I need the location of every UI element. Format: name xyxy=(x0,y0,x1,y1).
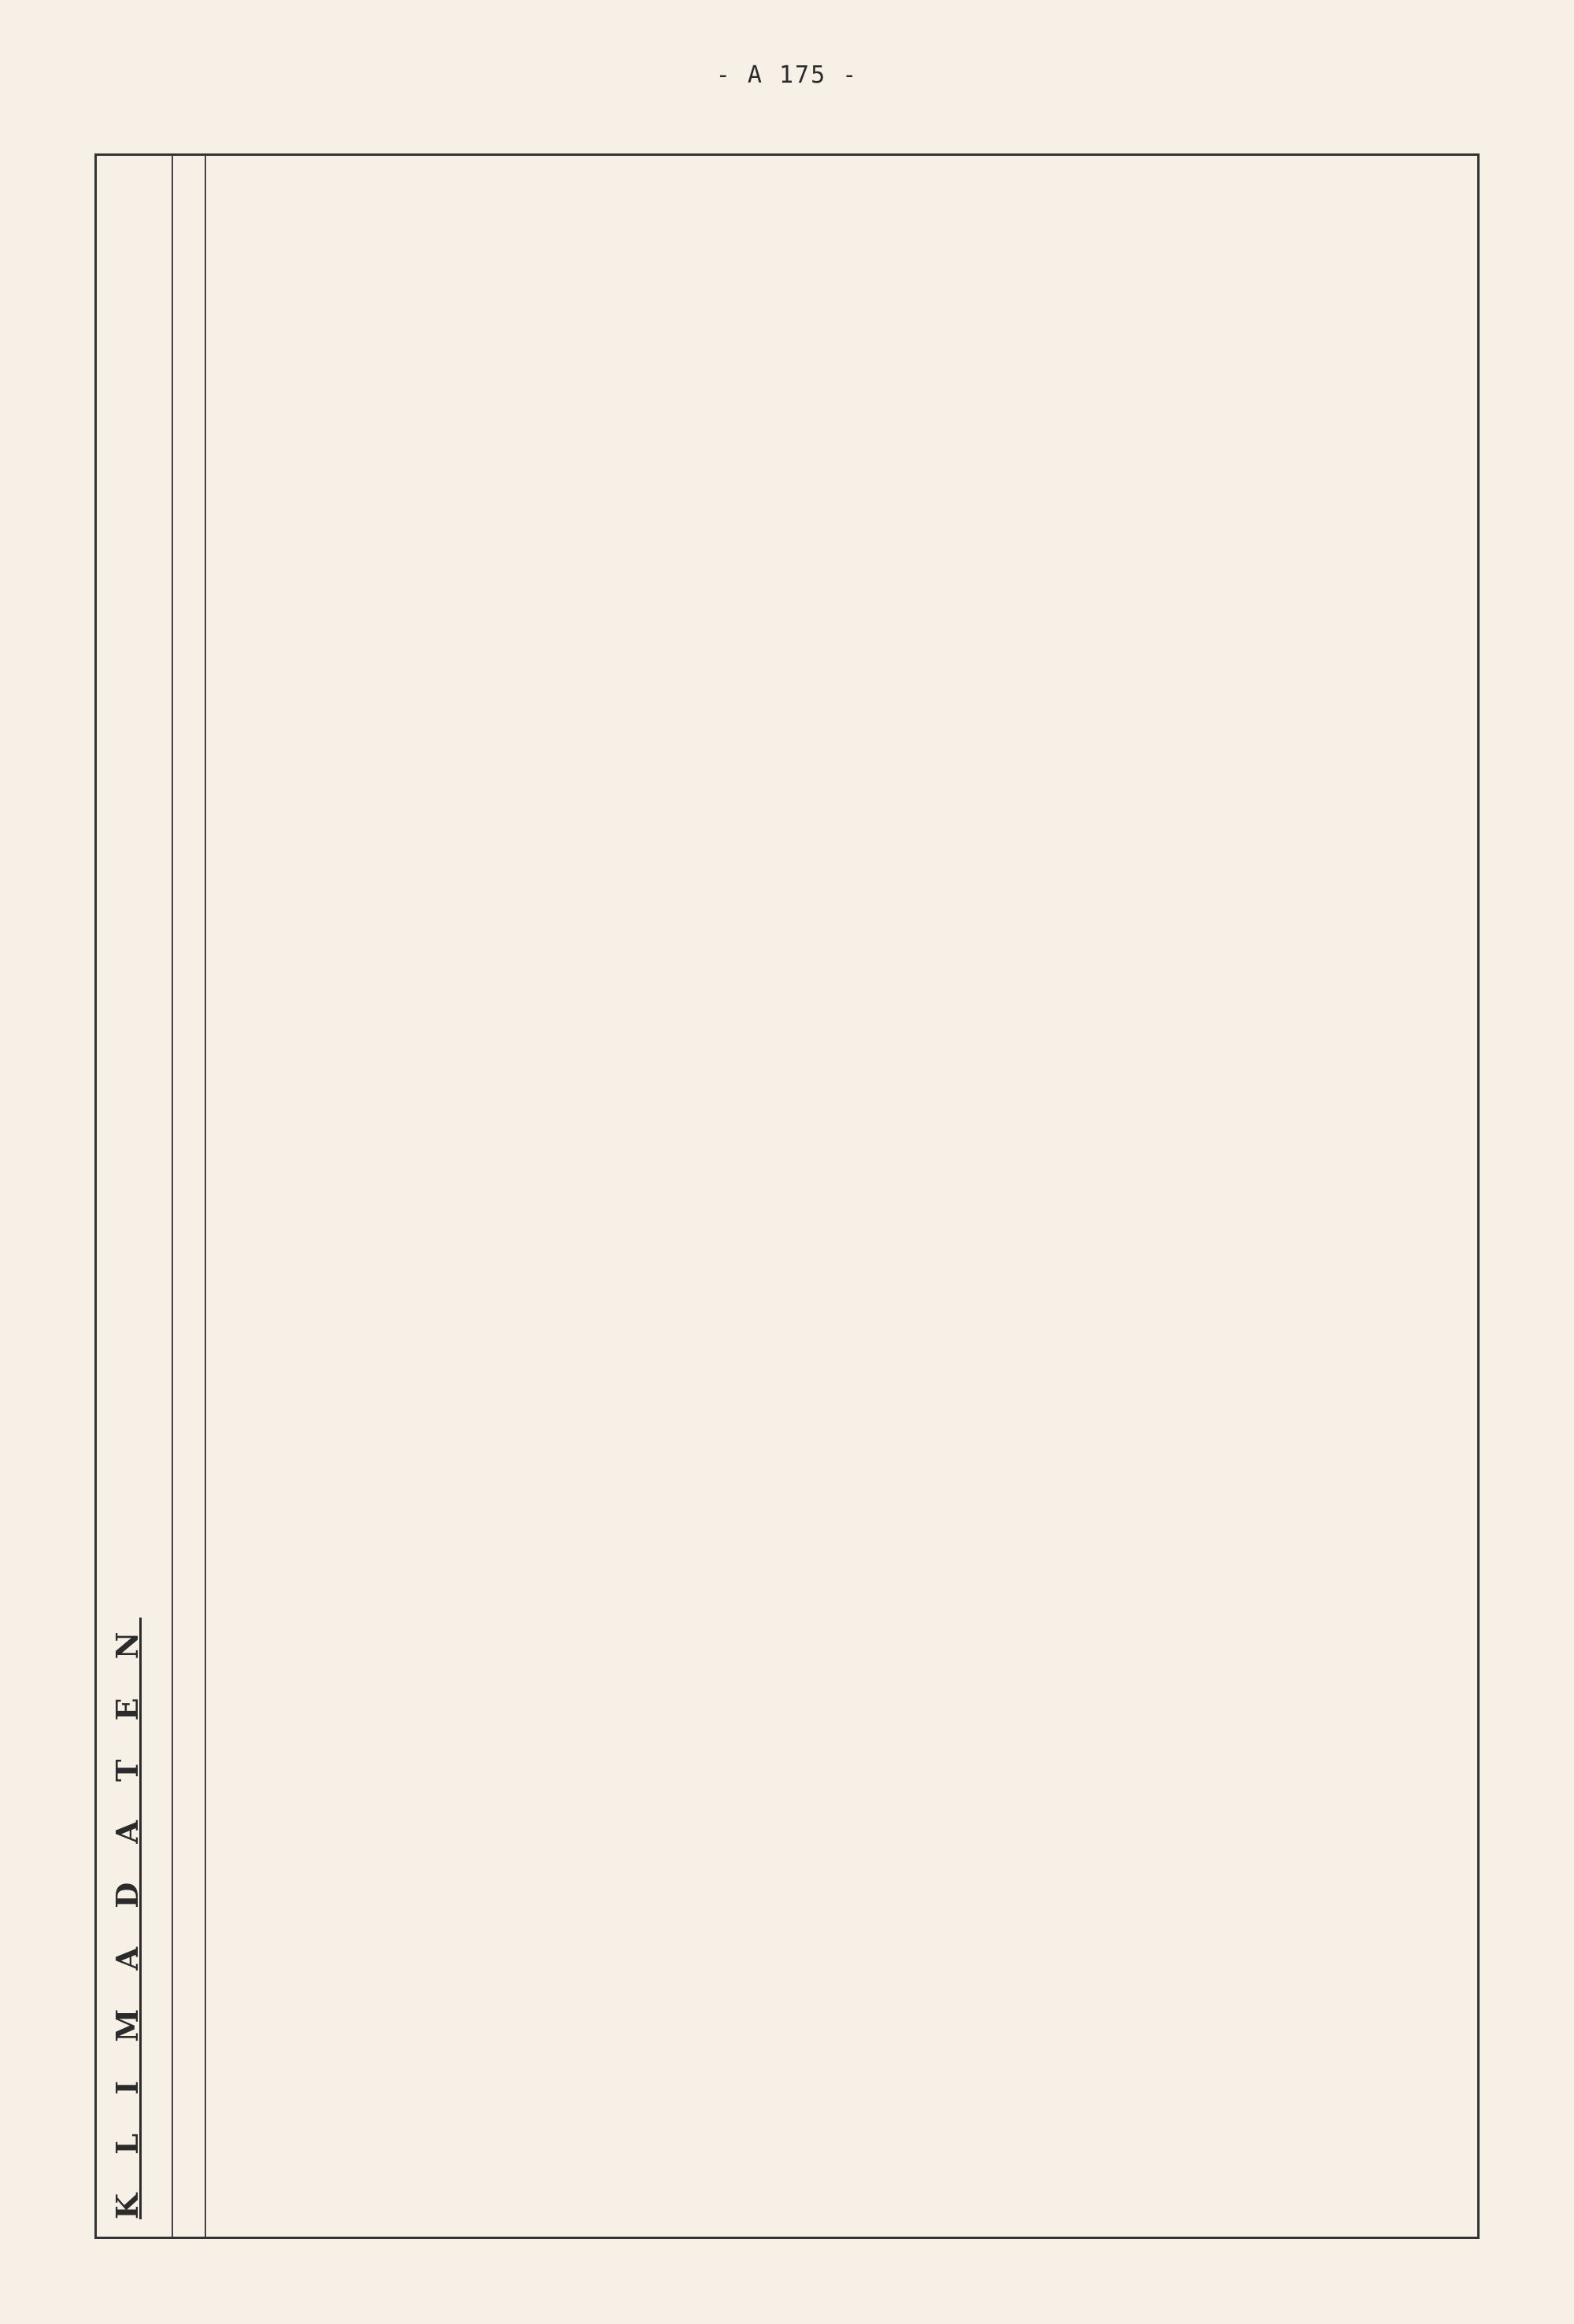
page-number: - A 175 - xyxy=(715,61,859,89)
climate-table-sheet xyxy=(94,153,1480,2239)
header-divider xyxy=(172,156,173,2237)
month-row-divider xyxy=(205,156,206,2237)
page-title: K L I M A D A T E N xyxy=(109,1617,145,2219)
